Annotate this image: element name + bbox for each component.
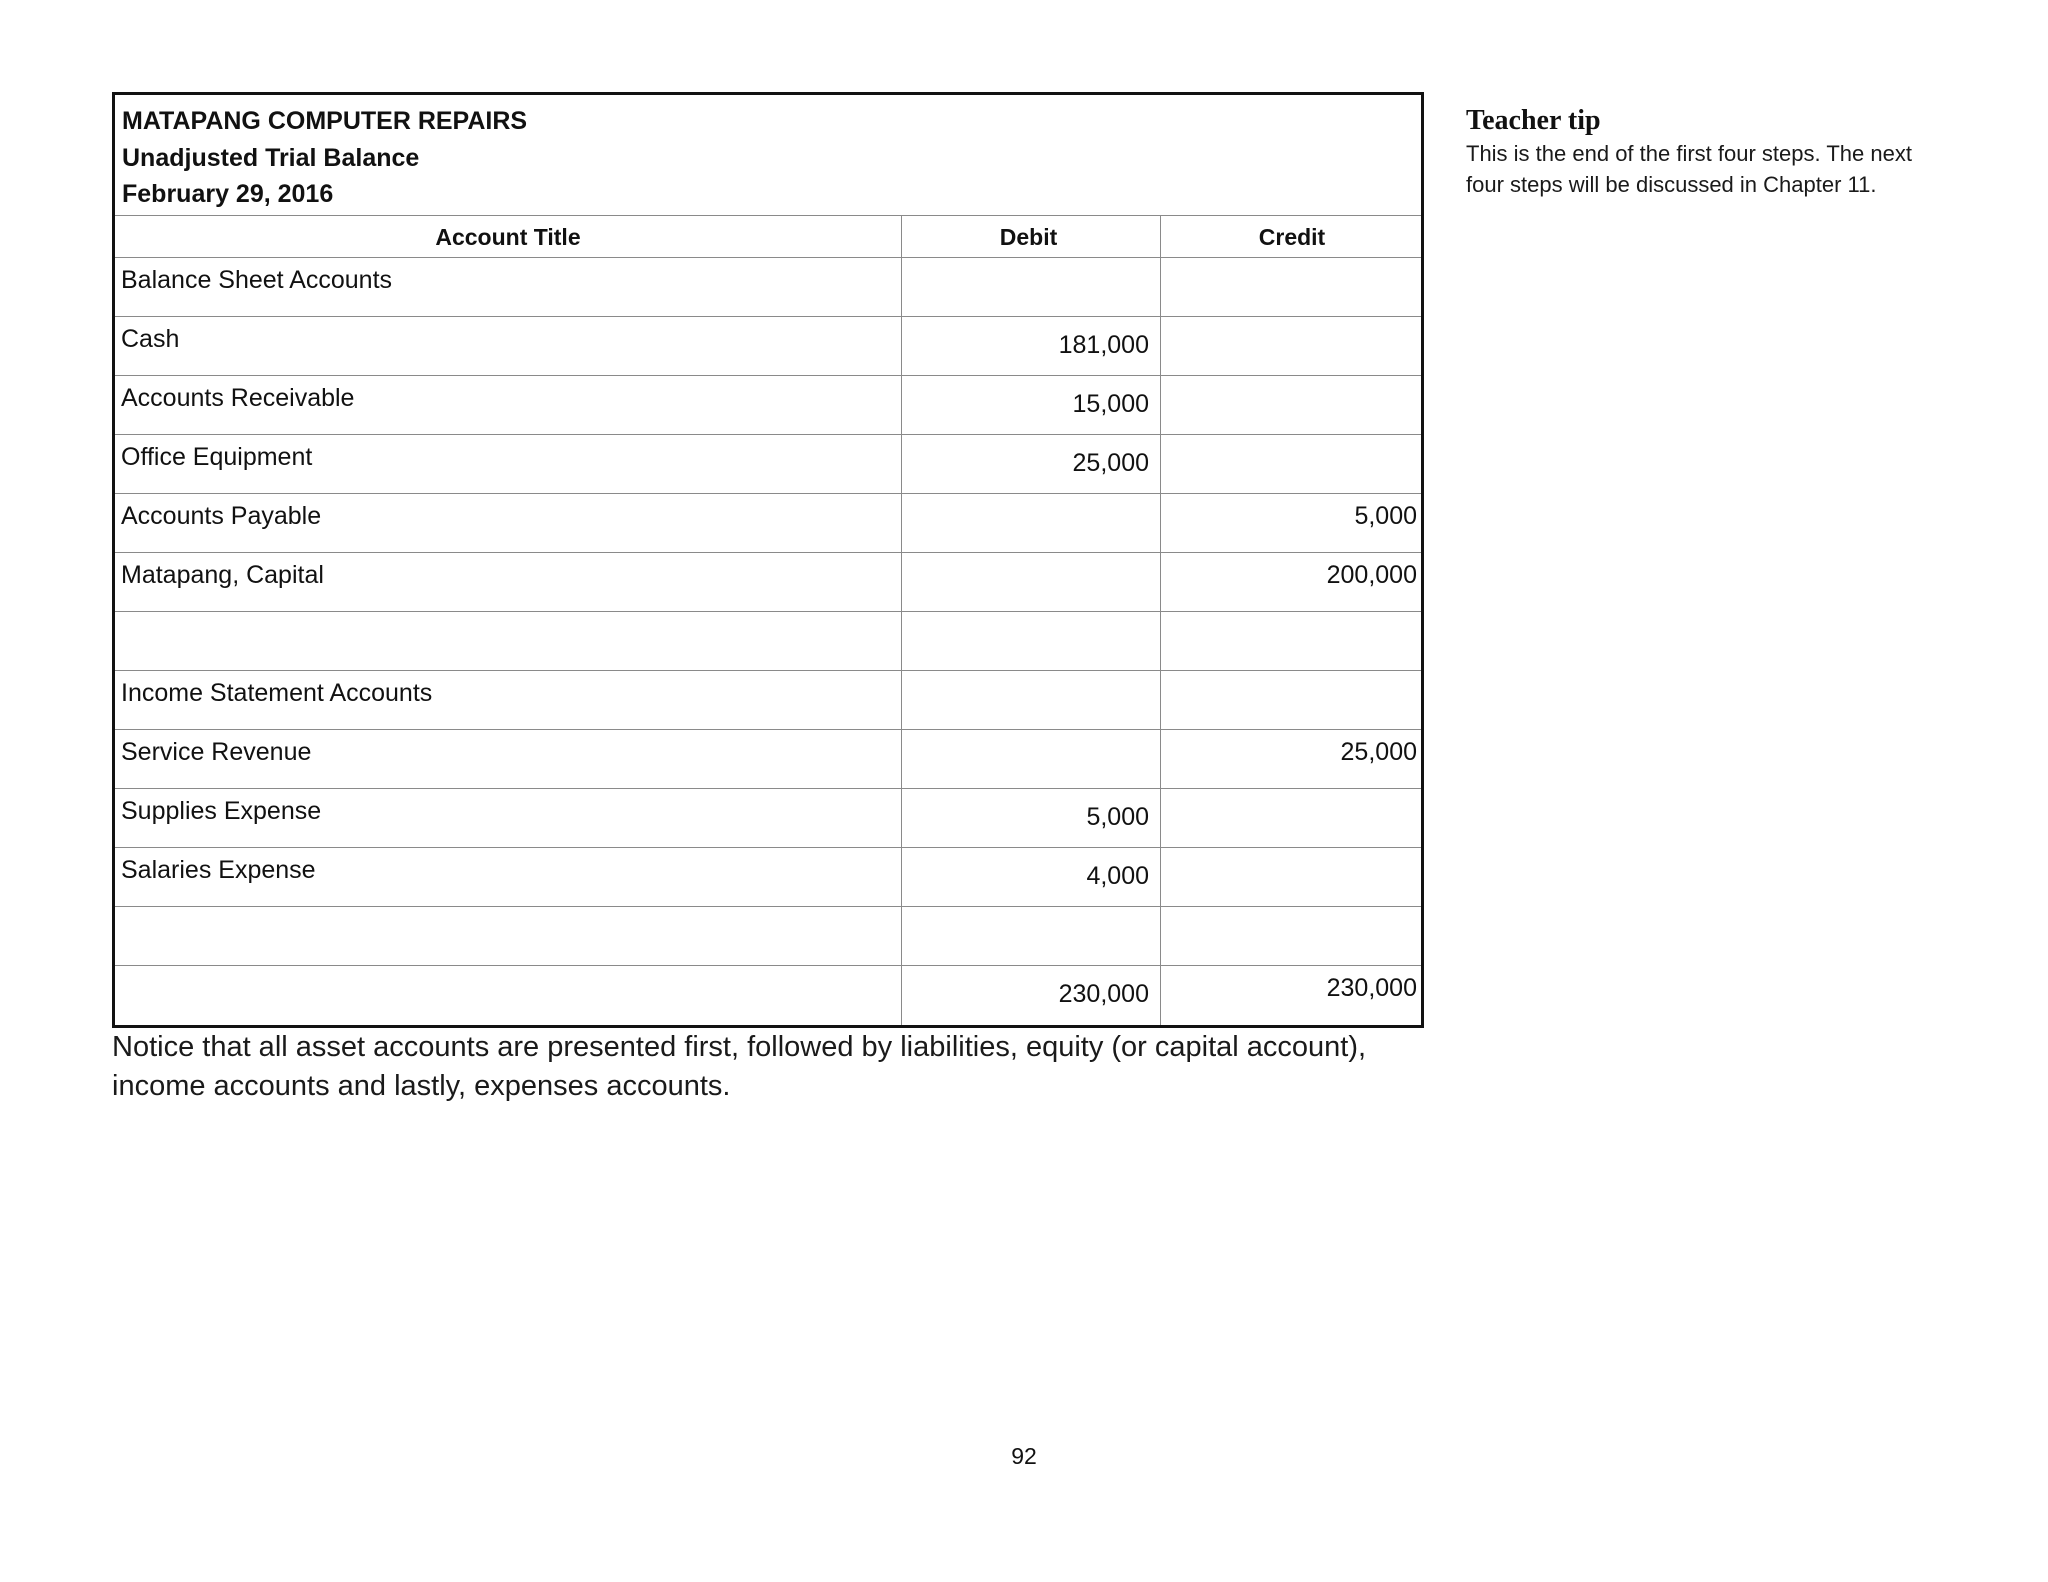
debit-cell: 181,000: [902, 317, 1161, 375]
debit-cell: [902, 258, 1161, 316]
account-title-cell: Cash: [115, 317, 902, 375]
account-title-cell: Income Statement Accounts: [115, 671, 902, 729]
table-row: [115, 494, 1421, 553]
credit-cell: 230,000: [1326, 974, 1417, 1002]
credit-cell: [1161, 258, 1421, 316]
debit-cell: 4,000: [902, 848, 1161, 906]
teacher-tip-text: This is the end of the first four steps. The next four steps will be discussed in Chapter 11.: [1466, 141, 1912, 197]
account-title-cell: [115, 907, 902, 965]
trial-balance-table: [112, 92, 1424, 1028]
table-row: [115, 966, 1421, 1025]
credit-cell: 25,000: [1340, 738, 1417, 766]
statement-header: [115, 95, 1421, 216]
company-name: MATAPANG COMPUTER REPAIRS: [122, 107, 528, 135]
debit-cell: [902, 494, 1161, 552]
table-row: [115, 848, 1421, 907]
account-title-cell: Accounts Payable: [115, 494, 902, 552]
teacher-tip-title: Teacher tip: [1466, 105, 1601, 136]
column-header-account-title: Account Title: [115, 216, 902, 257]
teacher-tip: [1466, 104, 1946, 200]
debit-cell: [902, 553, 1161, 611]
account-title-cell: [115, 966, 902, 1025]
table-row: [115, 730, 1421, 789]
table-row: [115, 553, 1421, 612]
debit-cell: [902, 671, 1161, 729]
account-title-cell: Salaries Expense: [115, 848, 902, 906]
credit-cell: [1161, 671, 1421, 729]
table-row: [115, 907, 1421, 966]
account-title-cell: Balance Sheet Accounts: [115, 258, 902, 316]
account-title-cell: Service Revenue: [115, 730, 902, 788]
credit-cell: [1161, 612, 1421, 670]
table-row: [115, 671, 1421, 730]
debit-cell: 230,000: [902, 966, 1161, 1025]
account-title-cell: Office Equipment: [115, 435, 902, 493]
debit-cell: 5,000: [902, 789, 1161, 847]
table-row: [115, 435, 1421, 494]
debit-cell: [902, 730, 1161, 788]
credit-cell: 200,000: [1326, 561, 1417, 589]
page-number: 92: [1011, 1443, 1037, 1469]
credit-cell: [1161, 907, 1421, 965]
credit-cell: [1161, 789, 1421, 847]
table-row: [115, 317, 1421, 376]
table-row: [115, 376, 1421, 435]
account-title-cell: Supplies Expense: [115, 789, 902, 847]
debit-cell: 15,000: [902, 376, 1161, 434]
credit-cell: [1161, 376, 1421, 434]
column-header-debit: Debit: [902, 216, 1161, 257]
statement-title: Unadjusted Trial Balance: [122, 143, 420, 172]
table-row: [115, 789, 1421, 848]
table-row: [115, 258, 1421, 317]
account-title-cell: [115, 612, 902, 670]
account-title-cell: Matapang, Capital: [115, 553, 902, 611]
credit-cell: [1161, 435, 1421, 493]
credit-cell: [1161, 317, 1421, 375]
column-header-row: [115, 216, 1421, 258]
account-title-cell: Accounts Receivable: [115, 376, 902, 434]
explanation-note: Notice that all asset accounts are presented first, followed by liabilities, equity (or capital account), income accounts and lastly, expenses accounts.: [112, 1031, 1367, 1102]
credit-cell: 5,000: [1354, 502, 1417, 530]
credit-cell: [1161, 848, 1421, 906]
table-body: [115, 258, 1421, 1025]
column-header-credit: Credit: [1258, 224, 1326, 250]
table-row: [115, 612, 1421, 671]
debit-cell: [902, 907, 1161, 965]
debit-cell: [902, 612, 1161, 670]
statement-date: February 29, 2016: [122, 180, 334, 208]
debit-cell: 25,000: [902, 435, 1161, 493]
